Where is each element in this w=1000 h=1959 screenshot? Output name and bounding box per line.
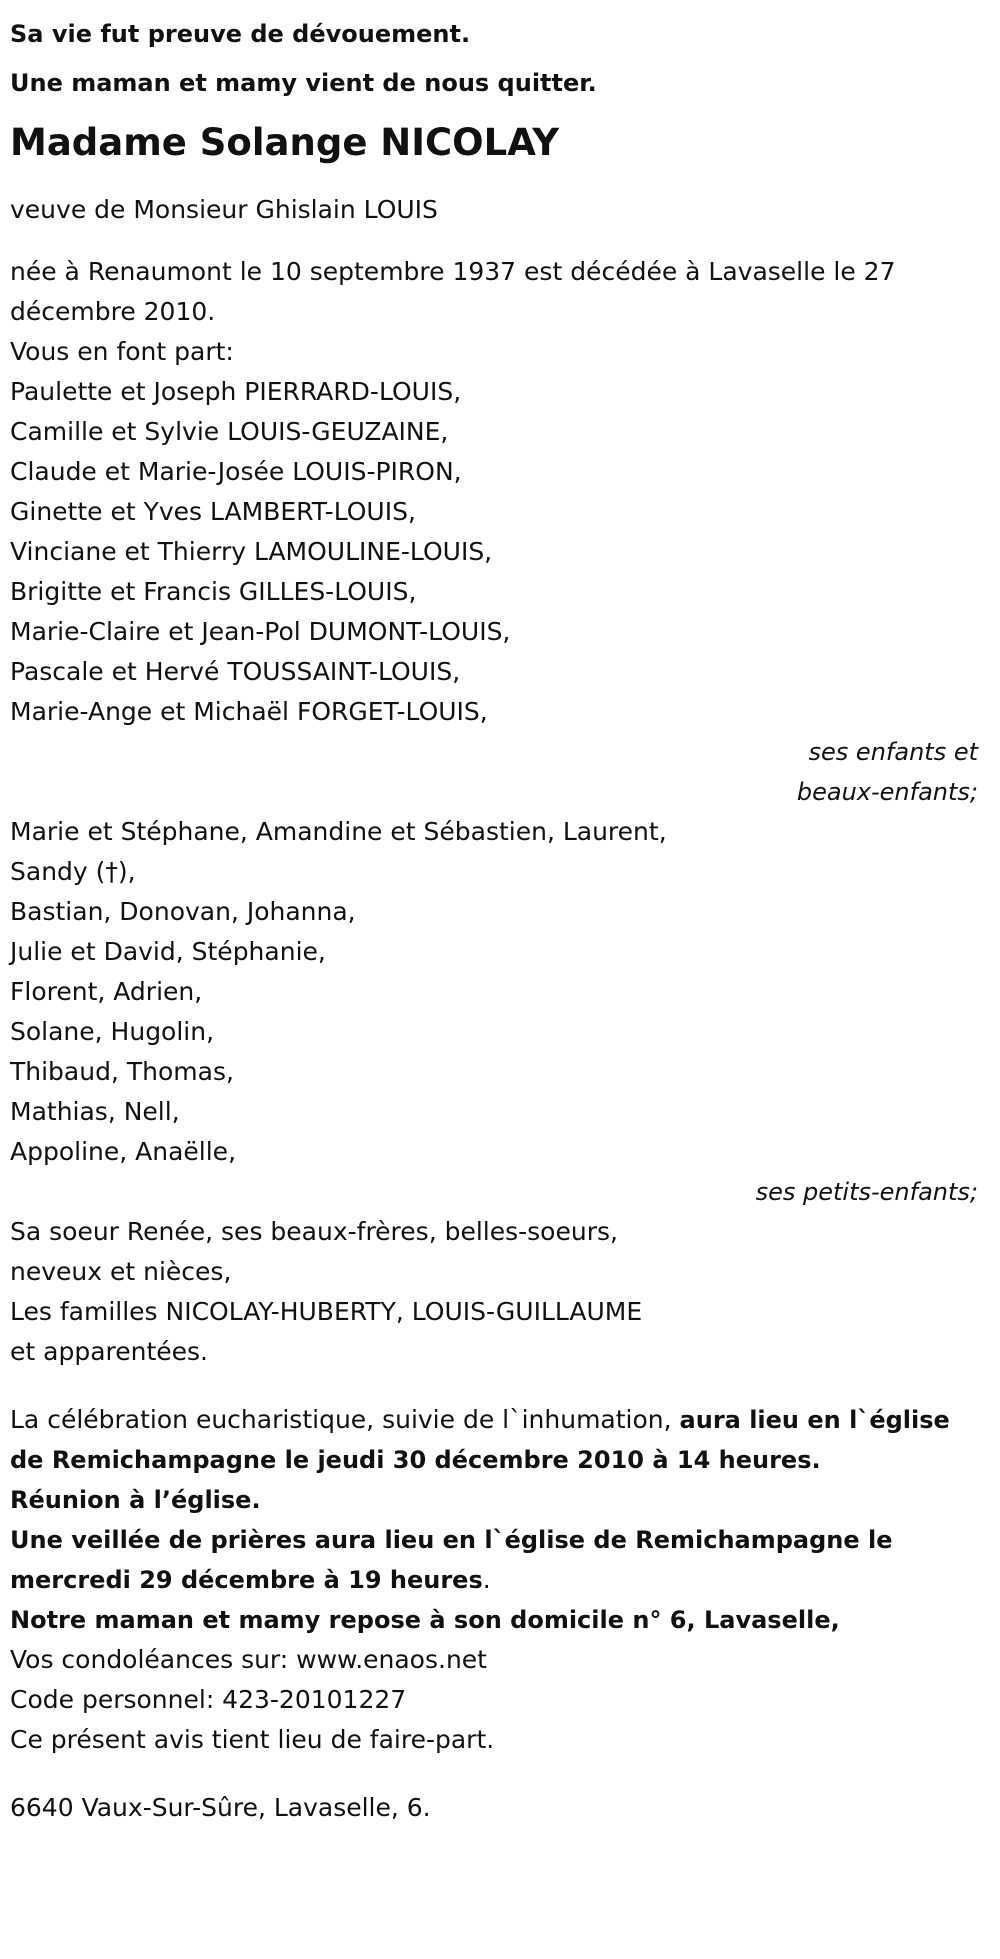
announce-line: Vous en font part: bbox=[10, 337, 234, 366]
children-list bbox=[10, 372, 990, 732]
child-entry: Brigitte et Francis GILLES-LOUIS, bbox=[10, 577, 417, 606]
intro-line-2: Une maman et mamy vient de nous quitter. bbox=[10, 69, 597, 97]
children-label-line-1: ses enfants et bbox=[808, 738, 978, 766]
grandchild-entry: Appoline, Anaëlle, bbox=[10, 1137, 237, 1166]
spouse-line: veuve de Monsieur Ghislain LOUIS bbox=[10, 195, 438, 224]
child-entry: Paulette et Joseph PIERRARD-LOUIS, bbox=[10, 377, 462, 406]
vigil-line-1: Une veillée de prières aura lieu en l`église de Remichampagne le bbox=[10, 1526, 893, 1554]
vigil-end: . bbox=[482, 1565, 491, 1594]
birth-death-line-1: née à Renaumont le 10 septembre 1937 est décédée à Lavaselle le 27 bbox=[10, 257, 896, 286]
ceremony-line-1 bbox=[10, 1400, 990, 1440]
grandchild-entry: Bastian, Donovan, Johanna, bbox=[10, 897, 356, 926]
child-entry: Pascale et Hervé TOUSSAINT-LOUIS, bbox=[10, 657, 461, 686]
grandchild-entry: Marie et Stéphane, Amandine et Sébastien, Laurent, bbox=[10, 817, 667, 846]
address-line: 6640 Vaux-Sur-Sûre, Lavaselle, 6. bbox=[10, 1793, 431, 1822]
child-entry: Vinciane et Thierry LAMOULINE-LOUIS, bbox=[10, 537, 493, 566]
ceremony-location: aura lieu en l`église bbox=[679, 1406, 950, 1434]
ceremony-block bbox=[10, 1400, 990, 1480]
intro-block bbox=[10, 10, 990, 108]
grandchild-entry: Mathias, Nell, bbox=[10, 1097, 180, 1126]
child-entry: Camille et Sylvie LOUIS-GEUZAINE, bbox=[10, 417, 449, 446]
code-line: Code personnel: 423-20101227 bbox=[10, 1685, 407, 1714]
vigil-line-2 bbox=[10, 1560, 990, 1600]
grandchild-entry: Sandy (†), bbox=[10, 857, 136, 886]
meeting-line: Réunion à l’église. bbox=[10, 1486, 261, 1514]
child-entry: Claude et Marie-Josée LOUIS-PIRON, bbox=[10, 457, 462, 486]
grandchild-entry: Julie et David, Stéphanie, bbox=[10, 937, 326, 966]
child-entry: Ginette et Yves LAMBERT-LOUIS, bbox=[10, 497, 416, 526]
child-entry: Marie-Ange et Michaël FORGET-LOUIS, bbox=[10, 697, 488, 726]
children-label-line-2: beaux-enfants; bbox=[796, 778, 978, 806]
grandchildren-list bbox=[10, 812, 990, 1172]
ceremony-line-2: de Remichampagne le jeudi 30 décembre 2010 à 14 heures. bbox=[10, 1446, 821, 1474]
family-entry: Sa soeur Renée, ses beaux-frères, belles-soeurs, bbox=[10, 1217, 618, 1246]
condolences-line: Vos condoléances sur: www.enaos.net bbox=[10, 1645, 487, 1674]
rest-line: Notre maman et mamy repose à son domicile n° 6, Lavaselle, bbox=[10, 1606, 840, 1634]
family-entry: neveux et nièces, bbox=[10, 1257, 232, 1286]
vigil-date: mercredi 29 décembre à 19 heures bbox=[10, 1566, 483, 1594]
family-entry: et apparentées. bbox=[10, 1337, 208, 1366]
grandchild-entry: Solane, Hugolin, bbox=[10, 1017, 215, 1046]
vigil-block bbox=[10, 1520, 990, 1600]
grandchildren-label: ses petits-enfants; bbox=[755, 1178, 978, 1206]
deceased-name: Madame Solange NICOLAY bbox=[10, 121, 560, 164]
family-list bbox=[10, 1212, 990, 1372]
birth-death-line-2: décembre 2010. bbox=[10, 297, 216, 326]
grandchild-entry: Thibaud, Thomas, bbox=[10, 1057, 234, 1086]
ceremony-text: La célébration eucharistique, suivie de l`inhumation, bbox=[10, 1405, 680, 1434]
notice-line: Ce présent avis tient lieu de faire-part. bbox=[10, 1725, 495, 1754]
family-entry: Les familles NICOLAY-HUBERTY, LOUIS-GUILLAUME bbox=[10, 1297, 643, 1326]
child-entry: Marie-Claire et Jean-Pol DUMONT-LOUIS, bbox=[10, 617, 511, 646]
grandchild-entry: Florent, Adrien, bbox=[10, 977, 203, 1006]
intro-line-1: Sa vie fut preuve de dévouement. bbox=[10, 20, 471, 48]
